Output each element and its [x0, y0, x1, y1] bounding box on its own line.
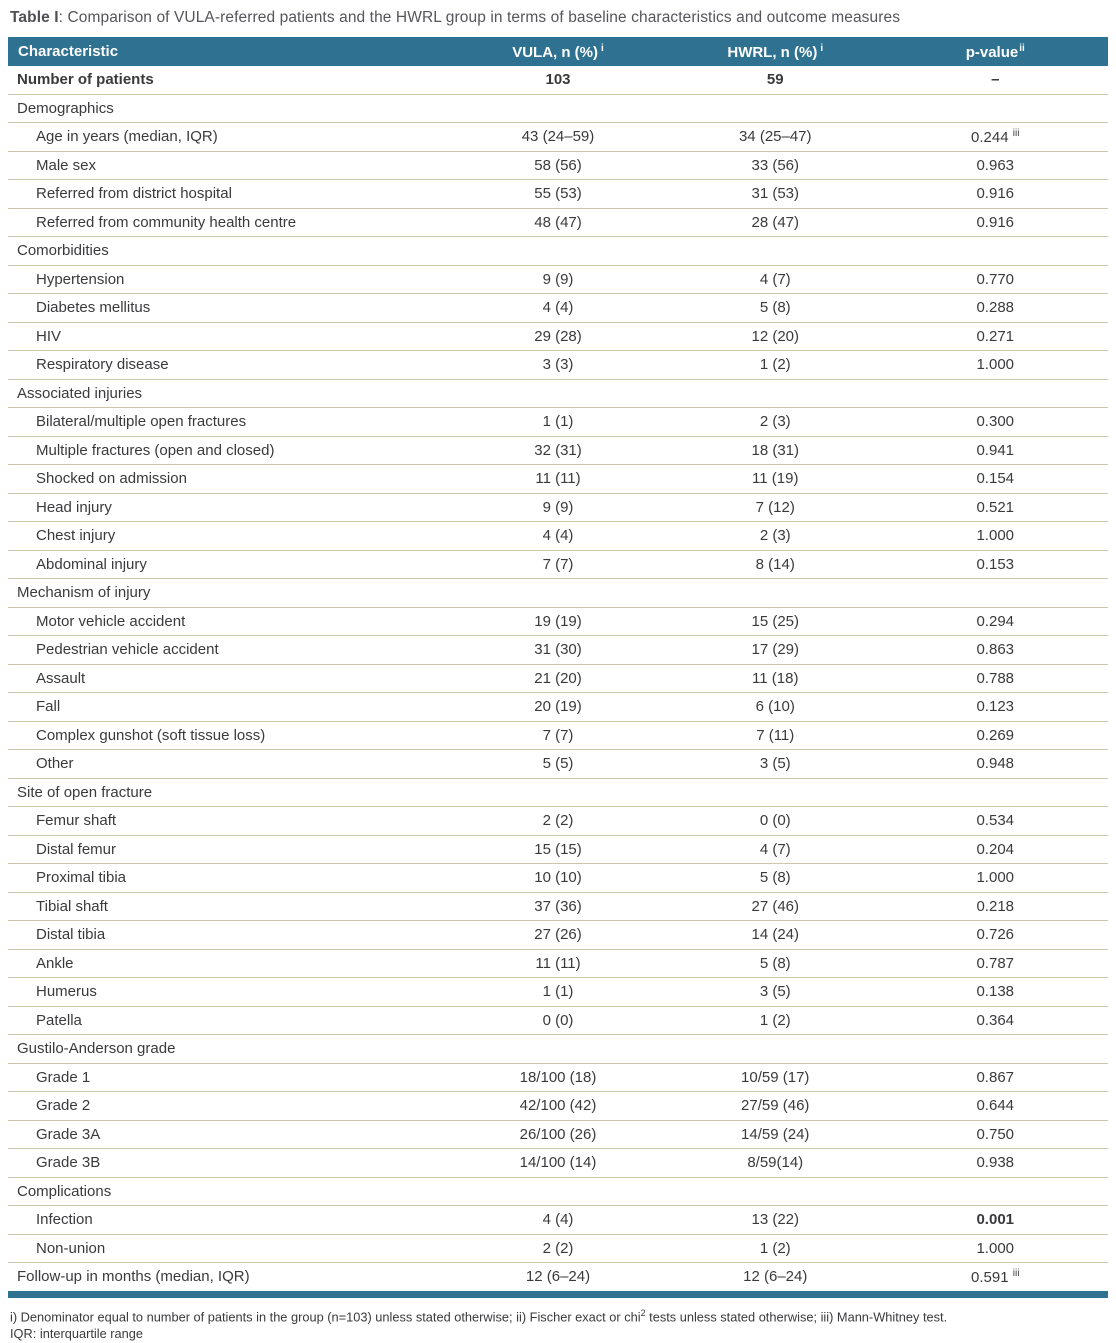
p-value: 0.591 $^{iii}$	[971, 1267, 1020, 1286]
vula-value: 2 (2)	[542, 812, 574, 830]
hwrl-value: 0 (0)	[759, 812, 791, 830]
p-value: 0.787	[976, 954, 1015, 972]
vula-value: 0 (0)	[542, 1011, 574, 1029]
p-value: 0.726	[976, 926, 1015, 944]
vula-value: 37 (36)	[534, 897, 582, 915]
vula-value: 31 (30)	[534, 641, 582, 659]
table-row	[8, 294, 1108, 323]
p-value: 0.948	[976, 755, 1015, 773]
section-row	[8, 1177, 1108, 1206]
section-label: Demographics	[17, 99, 114, 117]
table-body	[8, 66, 1108, 1294]
row-label: Proximal tibia	[36, 869, 127, 887]
vula-value: 9 (9)	[542, 498, 574, 516]
chi-squared-superscript: 2	[640, 1307, 646, 1318]
vula-value: 5 (5)	[542, 755, 574, 773]
p-value: 0.863	[976, 641, 1015, 659]
section-label: Mechanism of injury	[17, 584, 151, 602]
section-row	[8, 579, 1108, 608]
row-label: Grade 3B	[36, 1154, 101, 1172]
section-label: Site of open fracture	[17, 783, 153, 801]
row-label: Shocked on admission	[36, 470, 187, 488]
section-label: Complications	[17, 1182, 112, 1200]
p-value: 0.138	[976, 983, 1015, 1001]
hwrl-value: 34 (25–47)	[738, 128, 812, 146]
row-label: Bilateral/multiple open fractures	[36, 413, 247, 431]
row-label: Motor vehicle accident	[36, 612, 186, 630]
p-value: 0.963	[976, 156, 1015, 174]
table-row	[8, 265, 1108, 294]
vula-value: 3 (3)	[542, 356, 574, 374]
section-label: Comorbidities	[17, 242, 109, 260]
table-row	[8, 1149, 1108, 1178]
hwrl-value: 11 (18)	[752, 669, 799, 687]
row-label: Diabetes mellitus	[36, 299, 151, 317]
p-value: 0.867	[976, 1068, 1015, 1086]
table-row	[8, 978, 1108, 1007]
table-row	[8, 864, 1108, 893]
row-label: Chest injury	[36, 527, 116, 545]
row-label: Fall	[36, 698, 61, 716]
vula-value: 7 (7)	[542, 555, 574, 573]
vula-value: 4 (4)	[542, 299, 574, 317]
hwrl-value: 27 (46)	[751, 897, 800, 915]
col-header-vula: VULA, n (%) $^i$	[448, 37, 668, 66]
section-label: Gustilo-Anderson grade	[17, 1040, 176, 1058]
table-row	[8, 921, 1108, 950]
hwrl-value: 1 (2)	[759, 1239, 791, 1257]
hwrl-value: 7 (11)	[756, 726, 795, 744]
table-row	[8, 208, 1108, 237]
p-value: 0.941	[976, 441, 1015, 459]
p-value-superscript: iii	[1012, 127, 1020, 139]
p-value: 0.204	[976, 840, 1015, 858]
row-label: Grade 2	[36, 1097, 91, 1115]
p-value: 1.000	[976, 356, 1015, 374]
row-label: Abdominal injury	[36, 555, 147, 573]
row-label: Referred from district hospital	[36, 185, 232, 203]
hwrl-value: 2 (3)	[759, 413, 791, 431]
p-value: 0.154	[976, 470, 1015, 488]
vula-value: 48 (47)	[534, 213, 582, 231]
vula-value: 12 (6–24)	[525, 1268, 591, 1286]
vula-value: 1 (1)	[542, 983, 574, 1001]
hwrl-value: 12 (20)	[751, 327, 800, 345]
p-value: 0.788	[976, 669, 1015, 687]
hwrl-value: 28 (47)	[751, 213, 800, 231]
hwrl-value: 5 (8)	[759, 954, 791, 972]
row-label: HIV	[36, 327, 62, 345]
row-label: Ankle	[36, 954, 74, 972]
p-value-superscript: iii	[1012, 1267, 1020, 1279]
vula-value: 4 (4)	[542, 527, 574, 545]
table-title-label: Table I	[10, 9, 59, 26]
hwrl-value: 33 (56)	[751, 156, 800, 174]
table-row	[8, 180, 1108, 209]
table-row	[8, 664, 1108, 693]
p-value: 1.000	[976, 527, 1015, 545]
hwrl-value: 4 (7)	[759, 270, 791, 288]
table-title	[10, 9, 1106, 27]
section-label: Associated injuries	[17, 384, 143, 402]
table-row	[8, 1092, 1108, 1121]
p-value: 0.916	[976, 213, 1015, 231]
hwrl-value: 11 (19)	[752, 470, 799, 488]
table-row	[8, 1006, 1108, 1035]
col-header-hwrl: HWRL, n (%) $^i$	[668, 37, 883, 66]
p-value: 0.916	[976, 185, 1015, 203]
hwrl-value: 10/59 (17)	[741, 1068, 810, 1086]
col-header-characteristic: Characteristic	[8, 37, 448, 66]
p-value: 0.521	[976, 498, 1015, 516]
hwrl-value: 18 (31)	[751, 441, 800, 459]
vula-value: 58 (56)	[534, 156, 582, 174]
table-row	[8, 550, 1108, 579]
table-row	[8, 493, 1108, 522]
hwrl-value: 14 (24)	[751, 926, 800, 944]
row-label: Infection	[36, 1211, 93, 1229]
vula-value: 18/100 (18)	[519, 1068, 597, 1086]
row-label: Number of patients	[17, 71, 154, 89]
row-label: Male sex	[36, 156, 97, 174]
footnotes	[8, 1305, 1108, 1343]
table-row	[8, 465, 1108, 494]
vula-value: 55 (53)	[534, 185, 582, 203]
hwrl-value: 31 (53)	[751, 185, 800, 203]
vula-value: 20 (19)	[534, 698, 582, 716]
vula-value: 42/100 (42)	[519, 1097, 597, 1115]
p-value: 0.288	[976, 299, 1015, 317]
row-label: Age in years (median, IQR)	[36, 128, 218, 146]
table-row	[8, 66, 1108, 94]
row-label: Pedestrian vehicle accident	[36, 641, 219, 659]
hwrl-value: 8 (14)	[755, 555, 795, 573]
table-row	[8, 750, 1108, 779]
section-row	[8, 778, 1108, 807]
row-label: Humerus	[36, 983, 97, 1001]
hwrl-value: 12 (6–24)	[743, 1268, 808, 1286]
section-row	[8, 94, 1108, 123]
table-row	[8, 892, 1108, 921]
vula-value: 43 (24–59)	[521, 128, 595, 146]
vula-value: 9 (9)	[542, 270, 574, 288]
pvalue-superscript: ii	[1019, 42, 1025, 54]
p-value: 1.000	[976, 1239, 1015, 1257]
row-label: Complex gunshot (soft tissue loss)	[36, 726, 266, 744]
table-row	[8, 693, 1108, 722]
p-value: 0.644	[976, 1097, 1015, 1115]
section-row	[8, 379, 1108, 408]
page	[0, 9, 1116, 1343]
row-label: Non-union	[36, 1239, 106, 1257]
footnote-line2: IQR: interquartile range	[10, 1326, 144, 1342]
vula-value: 32 (31)	[534, 441, 582, 459]
row-label: Distal tibia	[36, 926, 106, 944]
hwrl-value: 27/59 (46)	[741, 1097, 810, 1115]
row-label: Tibial shaft	[36, 897, 108, 915]
vula-value: 15 (15)	[534, 840, 582, 858]
row-label: Head injury	[36, 498, 112, 516]
vula-value: 7 (7)	[542, 726, 574, 744]
vula-value: 19 (19)	[534, 612, 582, 630]
p-value: 0.300	[976, 413, 1015, 431]
vula-superscript: i	[601, 42, 604, 54]
p-value: 0.364	[976, 1011, 1015, 1029]
vula-value: 1 (1)	[542, 413, 574, 431]
row-label: Hypertension	[36, 270, 125, 288]
table-row	[8, 807, 1108, 836]
table-row	[8, 1206, 1108, 1235]
hwrl-value: 2 (3)	[759, 527, 791, 545]
p-value: 0.001	[976, 1211, 1015, 1229]
section-row	[8, 1035, 1108, 1064]
row-label: Respiratory disease	[36, 356, 169, 374]
table-row	[8, 522, 1108, 551]
header-row	[8, 37, 1108, 66]
hwrl-value: 1 (2)	[759, 356, 791, 374]
table-row	[8, 1234, 1108, 1263]
table-row	[8, 322, 1108, 351]
p-value: 0.218	[976, 897, 1015, 915]
p-value: 0.271	[976, 327, 1015, 345]
hwrl-value: 7 (12)	[755, 498, 795, 516]
table-row	[8, 636, 1108, 665]
vula-value: 11 (11)	[535, 470, 581, 488]
vula-value: 10 (10)	[534, 869, 582, 887]
p-value: 0.770	[976, 270, 1015, 288]
p-value: 0.269	[976, 726, 1015, 744]
row-label: Grade 1	[36, 1068, 91, 1086]
table-row	[8, 949, 1108, 978]
p-value: 0.750	[976, 1125, 1015, 1143]
table-row	[8, 123, 1108, 152]
table-row	[8, 436, 1108, 465]
p-value: 1.000	[976, 869, 1015, 887]
hwrl-value: 5 (8)	[759, 869, 791, 887]
section-row	[8, 237, 1108, 266]
hwrl-value: 3 (5)	[759, 983, 791, 1001]
hwrl-value: 13 (22)	[751, 1211, 800, 1229]
table-row	[8, 351, 1108, 380]
hwrl-value: 14/59 (24)	[741, 1125, 810, 1143]
table-row	[8, 408, 1108, 437]
vula-value: 103	[545, 71, 571, 89]
table-row	[8, 835, 1108, 864]
row-label: Other	[36, 755, 74, 773]
vula-value: 11 (11)	[535, 954, 581, 972]
row-label: Patella	[36, 1011, 82, 1029]
table-row	[8, 1120, 1108, 1149]
p-value: 0.123	[976, 698, 1015, 716]
vula-value: 21 (20)	[534, 669, 582, 687]
row-label: Femur shaft	[36, 812, 117, 830]
table-header	[8, 37, 1108, 66]
vula-value: 26/100 (26)	[519, 1125, 597, 1143]
row-label: Distal femur	[36, 840, 117, 858]
p-value: 0.153	[976, 555, 1015, 573]
p-value: 0.938	[976, 1154, 1015, 1172]
col-header-pvalue: p-value$^{ii}$	[883, 37, 1109, 66]
hwrl-value: 5 (8)	[759, 299, 791, 317]
row-label: Assault	[36, 669, 86, 687]
hwrl-value: 6 (10)	[755, 698, 795, 716]
row-label: Grade 3A	[36, 1125, 101, 1143]
hwrl-value: 1 (2)	[759, 1011, 791, 1029]
hwrl-value: 4 (7)	[759, 840, 791, 858]
p-value: 0.294	[976, 612, 1015, 630]
p-value: 0.244 $^{iii}$	[971, 127, 1020, 146]
hwrl-value: 17 (29)	[751, 641, 800, 659]
hwrl-superscript: i	[820, 42, 824, 54]
footnote-line1: i) Denominator equal to number of patients in the group (n=103) unless stated otherwise; ii) Fischer exact or chi$^2$ tests unless stated otherwise; iii) Mann-Whitney test.	[10, 1307, 948, 1324]
hwrl-value: 15 (25)	[751, 612, 800, 630]
hwrl-value: 3 (5)	[759, 755, 791, 773]
vula-value: 27 (26)	[534, 926, 582, 944]
table-row	[8, 1063, 1108, 1092]
vula-value: 14/100 (14)	[519, 1154, 597, 1172]
table-row	[8, 1263, 1108, 1295]
vula-value: 2 (2)	[542, 1239, 574, 1257]
table-title-text: : Comparison of VULA-referred patients and the HWRL group in terms of baseline characteristics and outcome measures	[58, 9, 901, 26]
vula-value: 4 (4)	[542, 1211, 574, 1229]
hwrl-value: 8/59(14)	[747, 1154, 804, 1172]
table-row	[8, 721, 1108, 750]
row-label: Referred from community health centre	[36, 213, 297, 231]
hwrl-value: 59	[766, 71, 784, 89]
table-row	[8, 151, 1108, 180]
comparison-table	[8, 37, 1108, 1298]
table-row	[8, 607, 1108, 636]
vula-value: 29 (28)	[534, 327, 582, 345]
p-value: 0.534	[976, 812, 1015, 830]
p-value: –	[991, 71, 1000, 89]
row-label: Multiple fractures (open and closed)	[36, 441, 275, 459]
row-label: Follow-up in months (median, IQR)	[17, 1268, 250, 1286]
